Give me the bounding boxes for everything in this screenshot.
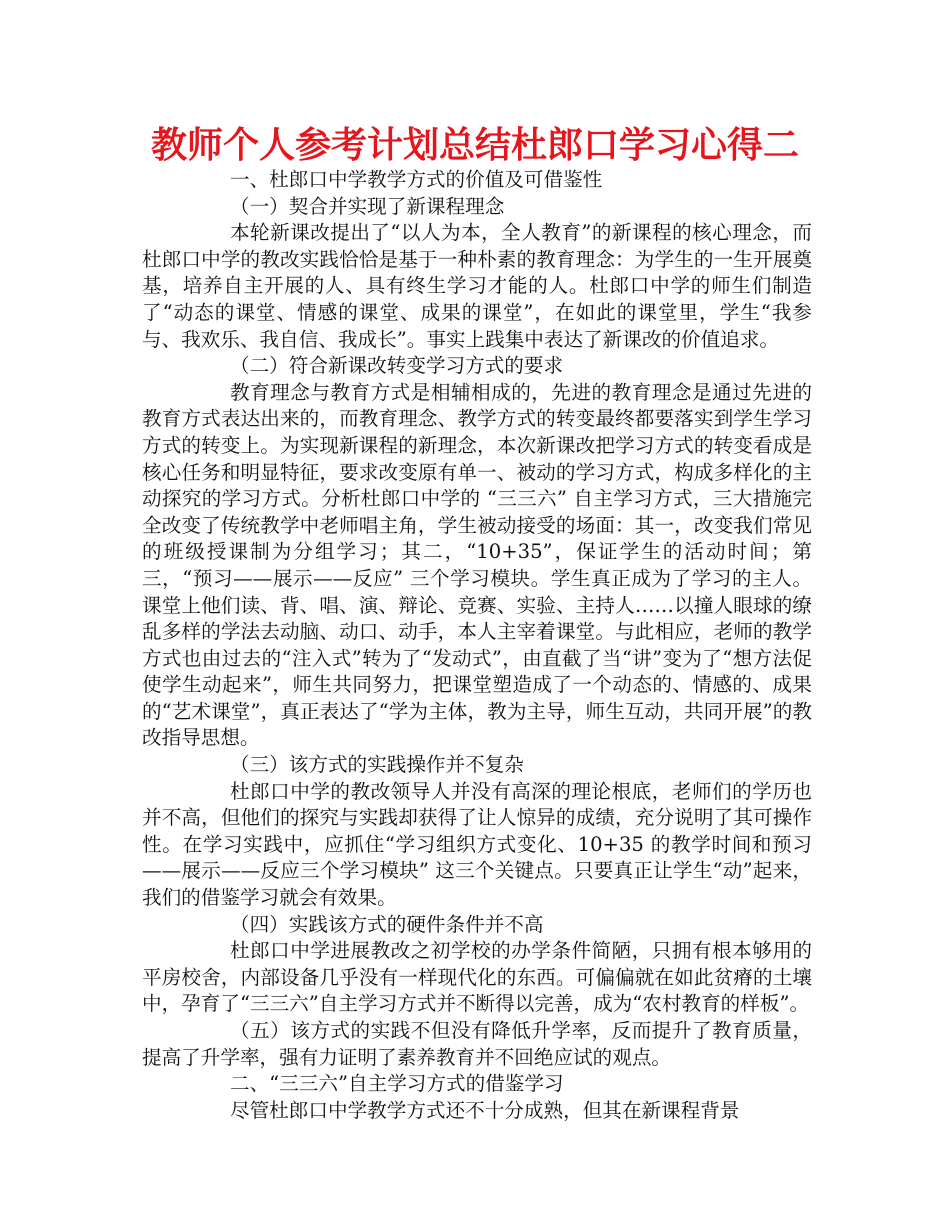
body-paragraph: 教育理念与教育方式是相辅相成的，先进的教育理念是通过先进的教育方式表达出来的，而教育理念、教学方式的转变最终都要落实到学生学习方式的转变上。为实现新课程的新理念，本次新课改把学习方式的转变看成是核心任务和明显特征，要求改变原有单一、被动的学习方式，构成多样化的主动探究的学习方式。分析杜郎口中学的 “三三六” 自主学习方式，三大措施完全改变了传统教学中老师唱主角，学生被动接受的场面：其一，改变我们常见的班级授课制为分组学习；其二，“10+35”，保证学生的活动时间；第三，“预习——展示——反应” 三个学习模块。学生真正成为了学习的主人。课堂上他们读、背、唱、演、辩论、竞赛、实验、主持人……以撞人眼球的缭乱多样的学法去动脑、动口、动手，本人主宰着课堂。与此相应，老师的教学方式也由过去的“注入式”转为了“发动式”，由直截了当“讲”变为了“想方法促使学生动起来”，师生共同努力，把课堂塑造成了一个动态的、情感的、成果的“艺术课堂”，真正表达了“学为主体，教为主导，师生互动，共同开展”的教改指导思想。 — [142, 380, 812, 750]
body-paragraph: 杜郎口中学的教改领导人并没有高深的理论根底，老师们的学历也并不高，但他们的探究与实践却获得了让人惊异的成绩，充分说明了其可操作性。在学习实践中，应抓住“学习组织方式变化、10+35 的教学时间和预习——展示——反应三个学习模块” 这三个关键点。只要真正让学生“动”起来，我们的借鉴学习就会有效果。 — [142, 779, 812, 910]
subsection-heading: （二）符合新课改转变学习方式的要求 — [230, 354, 564, 378]
section-heading: 一、杜郎口中学教学方式的价值及可借鉴性 — [230, 168, 603, 191]
subsection-heading: （一）契合并实现了新课程理念 — [230, 194, 505, 218]
document-title: 教师个人参考计划总结杜郎口学习心得二 — [150, 125, 799, 166]
body-paragraph: 尽管杜郎口中学教学方式还不十分成熟，但其在新课程背景 — [230, 1098, 740, 1122]
document-body — [142, 167, 812, 1124]
section-heading: 二、“三三六”自主学习方式的借鉴学习 — [230, 1072, 564, 1096]
subsection-heading: （四）实践该方式的硬件条件并不高 — [230, 912, 544, 936]
subsection-heading: （三）该方式的实践操作并不复杂 — [230, 753, 524, 777]
body-paragraph: 本轮新课改提出了“以人为本，全人教育”的新课程的核心理念，而杜郎口中学的教改实践恰恰是基于一种朴素的教育理念：为学生的一生开展奠基，培养自主开展的人、具有终生学习才能的人。杜郎口中学的师生们制造了“动态的课堂、情感的课堂、成果的课堂”，在如此的课堂里，学生“我参与、我欢乐、我自信、我成长”。事实上践集中表达了新课改的价值追求。 — [142, 221, 812, 351]
subsection-heading: （五）该方式的实践不但没有降低升学率，反而提升了教育质量，提高了升学率，强有力证明了素养教育并不回绝应试的观点。 — [142, 1019, 812, 1069]
body-paragraph: 杜郎口中学进展教改之初学校的办学条件简陋，只拥有根本够用的平房校舍，内部设备几乎没有一样现代化的东西。可偏偏就在如此贫瘠的土壤中，孕育了“三三六”自主学习方式并不断得以完善，成为“农村教育的样板”。 — [142, 939, 812, 1016]
